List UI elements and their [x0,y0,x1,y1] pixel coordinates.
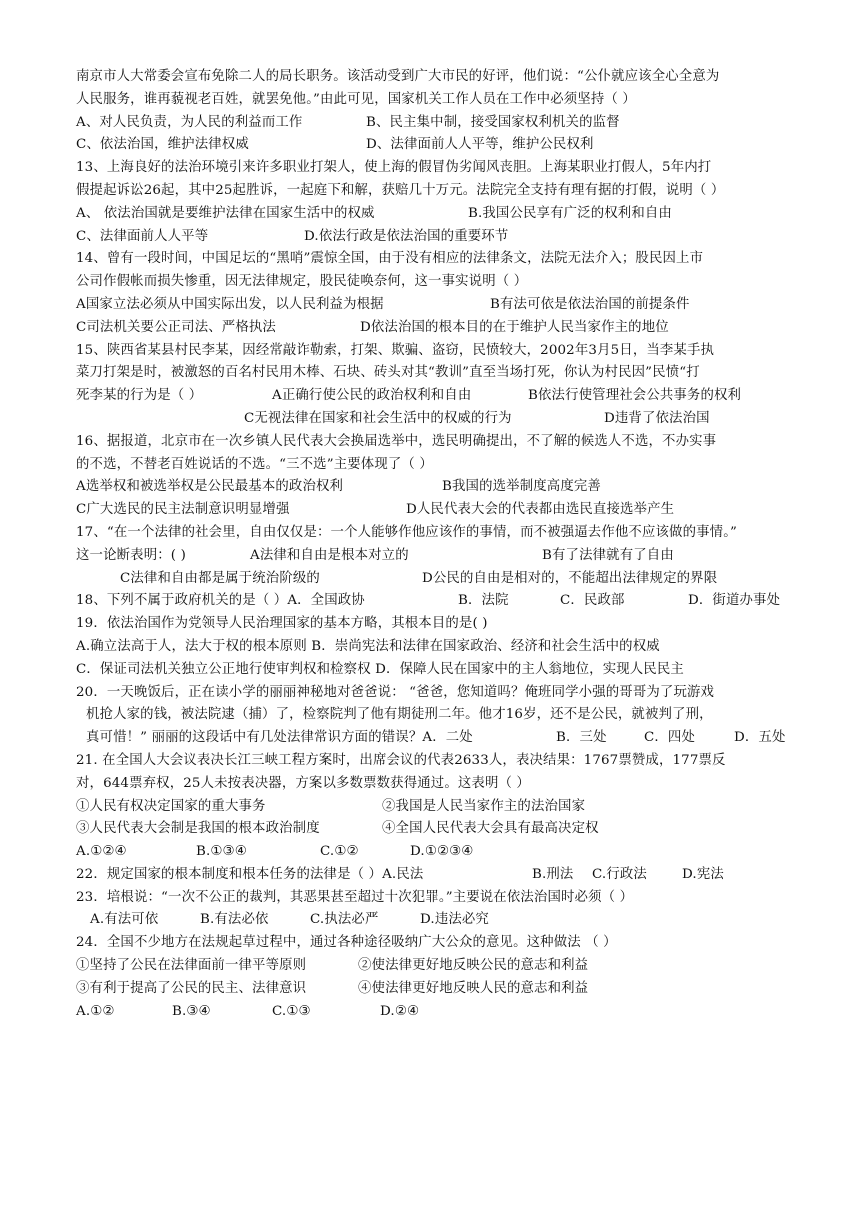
line-text: C、依法治国，维护法律权威 [76,137,249,153]
option-text: C.执法必严 [310,912,379,928]
text-line [76,568,800,591]
line-text: 16、据报道，北京市在一次乡镇人民代表大会换届选举中，选民明确提出，不了解的候选人不选，不办实事 [76,433,717,449]
option-text: B依法行使管理社会公共事务的权利 [528,388,742,404]
text-line [76,271,800,294]
line-text: A.有法可依 [90,912,159,928]
text-line [76,157,800,180]
text-line [76,932,800,955]
text-line [76,89,800,112]
option-text: B.有法必依 [200,912,269,928]
option-text: D公民的自由是相对的，不能超出法律规定的界限 [422,570,718,586]
text-line [76,522,800,545]
text-line [76,682,800,705]
line-text: 对，644票弃权，25人未按表决器，方案以多数票数获得通过。这表明（ ） [76,775,530,791]
line-text: ①坚持了公民在法律面前一律平等原则 [76,958,307,974]
line-text: 21. 在全国人大会议表决长江三峡工程方案时，出席会议的代表2633人，表决结果：1767票赞成，177票反 [76,752,726,768]
line-text: ①人民有权决定国家的重大事务 [76,798,266,814]
option-text: ②使法律更好地反映公民的意志和利益 [358,958,589,974]
text-line [76,134,800,157]
line-text: 假提起诉讼26起，其中25起胜诉，一起庭下和解，获赔几十万元。法院完全支持有理有据的打假，说明（ ） [76,182,725,198]
text-line [76,773,800,796]
line-text: C无视法律在国家和社会生活中的权威的行为 [244,410,512,426]
line-text: C广大选民的民主法制意识明显增强 [76,502,290,518]
line-text: 24．全国不少地方在法规起草过程中，通过各种途径吸纳广大公众的意见。这种做法 （ ） [76,935,617,951]
line-text: ③人民代表大会制是我国的根本政治制度 [76,821,320,837]
text-line [76,476,800,499]
option-text: B.①③④ [196,844,247,860]
line-text: 这一论断表明：( ) [76,547,186,563]
line-text: A.确立法高于人，法大于权的根本原则 B．崇尚宪法和法律在国家政治、经济和社会生活中的权威 [76,638,660,654]
line-text: 人民服务，谁再藐视老百姓，就罢免他。”由此可见，国家机关工作人员在工作中必须坚持（ ） [76,91,636,107]
text-line [76,636,800,659]
text-line [76,545,800,568]
option-text: B．三处 [556,730,607,746]
line-text: 公司作假帐而损失惨重，因无法律规定，股民徒唤奈何，这一事实说明（ ） [76,274,528,290]
text-line [76,203,800,226]
exam-page [76,66,800,1023]
line-text: 14、曾有一段时间，中国足坛的“黑哨”震惊全国，由于没有相应的法律条文，法院无法介入；股民因上市 [76,251,704,267]
option-text: D.依法行政是依法治国的重要环节 [304,228,509,244]
text-line [76,248,800,271]
line-text: 22．规定国家的根本制度和根本任务的法律是（ ）A.民法 [76,866,424,882]
option-text: B我国的选举制度高度完善 [442,479,601,495]
text-line [76,613,800,636]
option-text: D.违法必究 [420,912,489,928]
option-text: B.刑法 [532,866,574,882]
option-text: B.③④ [172,1003,211,1019]
option-text: B有法可依是依法治国的前提条件 [490,296,690,312]
option-text: D、法律面前人人平等，维护公民权利 [366,137,594,153]
text-line [76,841,800,864]
option-text: D违背了依法治国 [604,410,710,426]
option-text: D.①②③④ [410,844,474,860]
option-text: D.②④ [380,1003,420,1019]
text-line [76,180,800,203]
text-line [76,385,800,408]
text-line [76,294,800,317]
line-text: 17、“在一个法律的社会里，自由仅仅是：一个人能够作他应该作的事情，而不被强逼去作他不应该做的事情。” [76,524,738,540]
line-text: 18、下列不属于政府机关的是（ ）A．全国政协 [76,593,365,609]
text-line [76,727,800,750]
option-text: B、民主集中制，接受国家权利机关的监督 [366,114,620,130]
option-text: D依法治国的根本目的在于维护人民当家作主的地位 [360,319,669,335]
option-text: ②我国是人民当家作主的法治国家 [382,798,586,814]
option-text: C．四处 [644,730,696,746]
line-text: 15、陕西省某县村民李某，因经常敲诈勒索，打架、欺骗、盗窃，民愤较大，2002年3月5日，当李某手执 [76,342,715,358]
text-line [76,864,800,887]
line-text: C司法机关要公正司法、严格执法 [76,319,276,335]
text-line [76,66,800,89]
line-text: A、对人民负责，为人民的利益而工作 [76,114,303,130]
option-text: D人民代表大会的代表都由选民直接选举产生 [406,502,675,518]
line-text: C．保证司法机关独立公正地行使审判权和检察权 D．保障人民在国家中的主人翁地位，实现人民民主 [76,661,684,677]
text-line [76,818,800,841]
text-line [76,1001,800,1024]
text-line [76,978,800,1001]
option-text: B有了法律就有了自由 [542,547,674,563]
line-text: A国家立法必须从中国实际出发，以人民利益为根据 [76,296,384,312]
text-line [76,909,800,932]
line-text: A、 依法治国就是要维护法律在国家生活中的权威 [76,205,375,221]
text-line [76,887,800,910]
line-text: A选举权和被选举权是公民最基本的政治权利 [76,479,344,495]
text-line [76,340,800,363]
option-text: C．民政部 [560,593,625,609]
line-text: C法律和自由都是属于统治阶级的 [120,570,320,586]
option-text: D．五处 [734,730,786,746]
text-line [76,454,800,477]
option-text: C.①② [320,844,359,860]
line-text: 23．培根说：“一次不公正的裁判，其恶果甚至超过十次犯罪。”主要说在依法治国时必须（ ） [76,889,634,905]
option-text: B．法院 [458,593,509,609]
line-text: 真可惜！” 丽丽的这段话中有几处法律常识方面的错误？A．二处 [86,730,473,746]
line-text: 菜刀打架是时，被激怒的百名村民用木棒、石块、砖头对其“教训”直至当场打死，你认为村民因”民愤“打 [76,365,700,381]
line-text: A.①②④ [76,844,127,860]
text-line [76,590,800,613]
text-line [76,431,800,454]
option-text: A正确行使公民的政治权利和自由 [272,388,472,404]
text-line [76,659,800,682]
text-line [76,317,800,340]
text-line [76,226,800,249]
line-text: A.①② [76,1003,115,1019]
line-text: 机抢人家的钱，被法院逮（捕）了，检察院判了他有期徒刑二年。他才16岁，还不是公民，就被判了刑， [86,707,713,723]
text-line [76,362,800,385]
line-text: C、法律面前人人平等 [76,228,209,244]
text-line [76,955,800,978]
line-text: 13、上海良好的法治环境引来许多职业打架人，使上海的假冒伪劣闻风丧胆。上海某职业打假人，5年内打 [76,160,712,176]
text-line [76,796,800,819]
option-text: D.宪法 [682,866,724,882]
text-line [76,499,800,522]
option-text: B.我国公民享有广泛的权利和自由 [468,205,672,221]
line-text: 的不选，不替老百姓说话的不选。“三不选”主要体现了（ ） [76,456,433,472]
option-text: A法律和自由是根本对立的 [250,547,409,563]
line-text: 死李某的行为是（ ） [76,388,203,404]
option-text: C.行政法 [592,866,647,882]
line-text: 南京市人大常委会宣布免除二人的局长职务。该活动受到广大市民的好评，他们说：“公仆就应该全心全意为 [76,69,720,84]
option-text: ④使法律更好地反映人民的意志和利益 [358,980,589,996]
line-text: 19．依法治国作为党领导人民治理国家的基本方略，其根本目的是( ) [76,616,488,632]
line-text: ③有利于提高了公民的民主、法律意识 [76,980,307,996]
text-line [76,408,800,431]
option-text: C.①③ [272,1003,311,1019]
text-line [76,704,800,727]
line-text: 20．一天晚饭后，正在读小学的丽丽神秘地对爸爸说： “爸爸，您知道吗？俺班同学小强的哥哥为了玩游戏 [76,684,715,700]
option-text: ④全国人民代表大会具有最高决定权 [382,821,599,837]
option-text: D．街道办事处 [688,593,781,609]
text-line [76,112,800,135]
text-line [76,750,800,773]
